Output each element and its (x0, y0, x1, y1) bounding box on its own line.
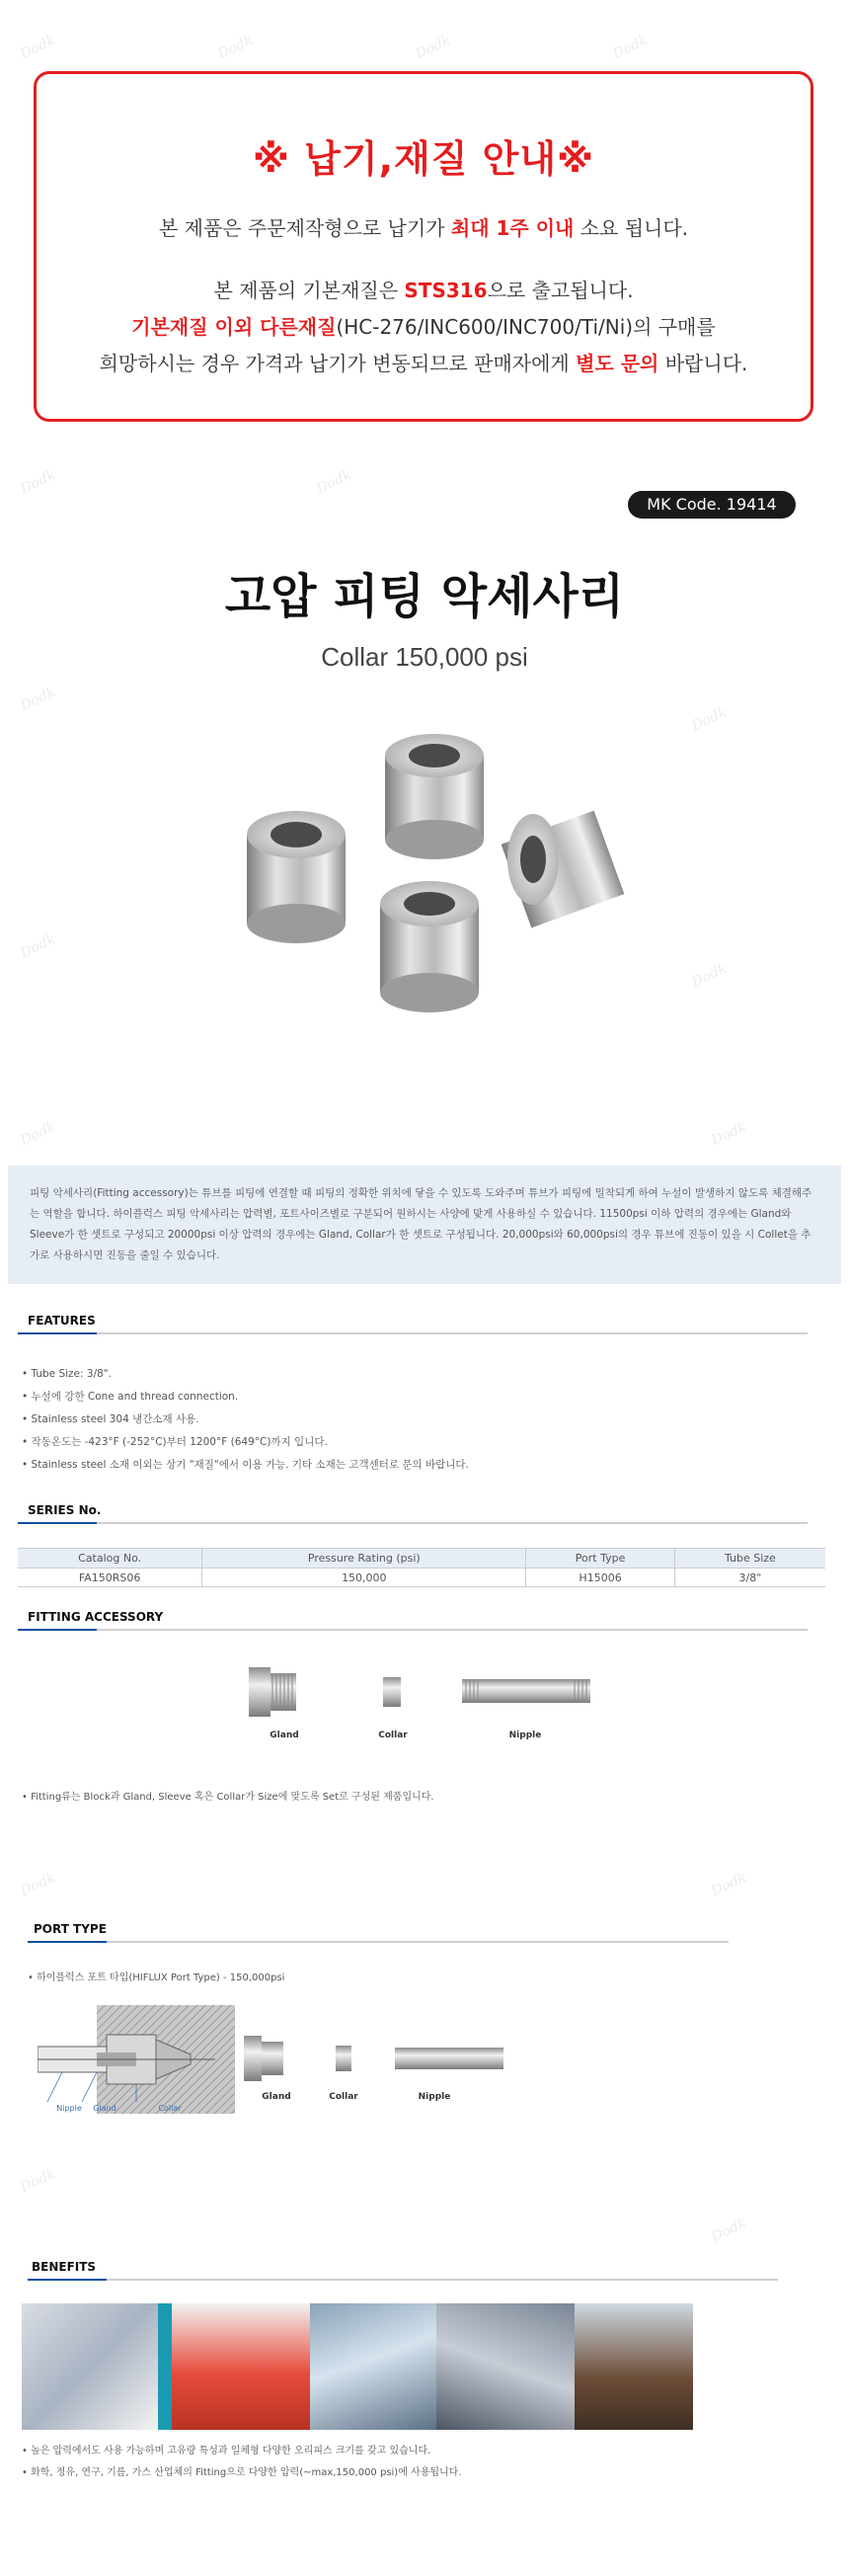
section-divider (18, 1629, 808, 1631)
table-header-row (18, 1549, 825, 1569)
product-subtitle: Collar 150,000 psi (321, 642, 528, 672)
series-table (18, 1548, 825, 1587)
notice-text: 희망하시는 경우 가격과 납기가 변동되므로 판매자에게 (99, 352, 577, 375)
collar-part (247, 811, 346, 943)
diagram-nipple-label: Nipple (56, 2104, 82, 2113)
product-photo (217, 731, 632, 1057)
notice-title: ※ 납기,재질 안내※ (252, 137, 595, 181)
benefit-photo (575, 2303, 693, 2430)
port-type-heading: PORT TYPE (34, 1922, 107, 1936)
notice-material-line (37, 275, 810, 303)
product-description: 피팅 악세사리(Fitting accessory)는 튜브를 피팅에 연결할 때 피팅의 정확한 위치에 닿을 수 있도록 도와주며 튜브가 피팅에 밀착되게 하여 누설이 발생하지 않도록 체결해주는 역할을 합니다. 하이플럭스 피팅 악세사리는 압력별, 포트사이즈별로 구분되어 원하시는 사양에 맞게 사용하실 수 있습니다. 11500psi 이하 압력의 경우에는 Gland와 Sleeve가 한 셋트로 구성되고 20000psi 이상 압력의 경우에는 Gland, Collar가 한 셋트로 구성됩니다. 20,000psi와 60,000psi의 경우 튜브에 진동이 있을 시 Collet을 추가로 사용하시면 진동을 줄일 수 있습니다. (8, 1166, 841, 1284)
benefit-photo (172, 2303, 310, 2430)
list-item: • Tube Size: 3/8". (22, 1363, 811, 1386)
notice-emphasis: 최대 1주 이내 (450, 216, 575, 240)
section-divider (28, 2279, 778, 2281)
fitting-note: • Fitting류는 Block과 Gland, Sleeve 혹은 Collar가 Size에 맞도록 Set로 구성된 제품입니다. (22, 1788, 434, 1803)
port-parts-illustration (242, 2030, 508, 2089)
features-heading: FEATURES (28, 1314, 96, 1328)
benefit-photo (158, 2303, 172, 2430)
diagram-collar-label: Collar (158, 2104, 182, 2113)
benefit-photo (310, 2303, 436, 2430)
nipple-part (462, 1679, 590, 1703)
notice-text: 바랍니다. (658, 352, 748, 375)
section-divider (18, 1332, 808, 1334)
notice-emphasis: STS316 (404, 279, 488, 302)
table-cell: FA150RS06 (18, 1569, 202, 1587)
notice-text: 본 제품의 기본재질은 (213, 279, 405, 302)
section-divider (28, 1941, 729, 1943)
nipple-part (395, 2048, 503, 2069)
port-cross-section-diagram (38, 2005, 235, 2114)
table-row (18, 1569, 825, 1587)
list-item: • Stainless steel 소재 이외는 상기 "재질"에서 이용 가능. 기타 소재는 고객센터로 문의 바랍니다. (22, 1454, 811, 1477)
notice-text: 소요 됩니다. (574, 216, 689, 240)
port-type-subtitle: • 하이플럭스 포트 타입(HIFLUX Port Type) - 150,000psi (28, 1969, 284, 1983)
list-item: • 누설에 강한 Cone and thread connection. (22, 1386, 811, 1409)
mk-code-badge: MK Code. 19414 (628, 491, 796, 519)
collar-part (380, 881, 479, 1012)
gland-part (249, 1667, 296, 1717)
list-item: • 높은 압력에서도 사용 가능하며 고유량 특성과 일체형 다양한 오리피스 크기를 갖고 있습니다. (22, 2442, 430, 2456)
list-item: • 화학, 정유, 연구, 기름, 가스 산업체의 Fitting으로 다양한 압력(~max,150,000 psi)에 사용됩니다. (22, 2463, 462, 2478)
benefit-photo (22, 2303, 158, 2430)
gland-label: Gland (270, 1731, 299, 1740)
notice-delivery-line (37, 212, 810, 241)
column-header: Port Type (526, 1549, 674, 1569)
table-cell: 150,000 (202, 1569, 526, 1587)
nipple-label: Nipple (418, 2092, 451, 2102)
series-heading: SERIES No. (28, 1503, 102, 1517)
collar-part (385, 734, 484, 859)
notice-emphasis: 별도 문의 (576, 352, 659, 375)
benefits-image-strip (22, 2303, 693, 2430)
notice-inquiry-line (37, 348, 810, 376)
collar-label: Collar (378, 1731, 408, 1740)
notice-text: 본 제품은 주문제작형으로 납기가 (158, 216, 451, 240)
notice-text: (HC-276/INC600/INC700/Ti/Ni)의 구매를 (336, 315, 716, 339)
column-header: Catalog No. (18, 1549, 202, 1569)
benefit-photo (436, 2303, 575, 2430)
notice-box (34, 71, 813, 422)
column-header: Pressure Rating (psi) (202, 1549, 526, 1569)
fitting-accessory-heading: FITTING ACCESSORY (28, 1610, 164, 1624)
notice-text: 으로 출고됩니다. (487, 279, 634, 302)
list-item: • Stainless steel 304 냉간소재 사용. (22, 1409, 811, 1431)
product-title: 고압 피팅 악세사리 (224, 569, 625, 624)
section-divider (18, 1522, 808, 1524)
notice-alt-material-line (37, 311, 810, 340)
collar-label: Collar (329, 2092, 358, 2102)
collar-part (383, 1677, 401, 1707)
features-list (22, 1363, 811, 1477)
diagram-gland-label: Gland (93, 2104, 116, 2113)
collar-part (336, 2046, 351, 2071)
benefits-heading: BENEFITS (32, 2260, 97, 2274)
gland-part (244, 2036, 283, 2081)
collar-part (502, 811, 625, 928)
table-cell: H15006 (526, 1569, 674, 1587)
nipple-label: Nipple (508, 1731, 542, 1740)
notice-emphasis: 기본재질 이외 다른재질 (131, 315, 337, 339)
gland-label: Gland (262, 2092, 291, 2102)
list-item: • 작동온도는 -423°F (-252°C)부터 1200°F (649°C)까지 입니다. (22, 1431, 811, 1454)
fitting-parts-illustration (237, 1659, 602, 1729)
table-cell: 3/8" (674, 1569, 825, 1587)
column-header: Tube Size (674, 1549, 825, 1569)
